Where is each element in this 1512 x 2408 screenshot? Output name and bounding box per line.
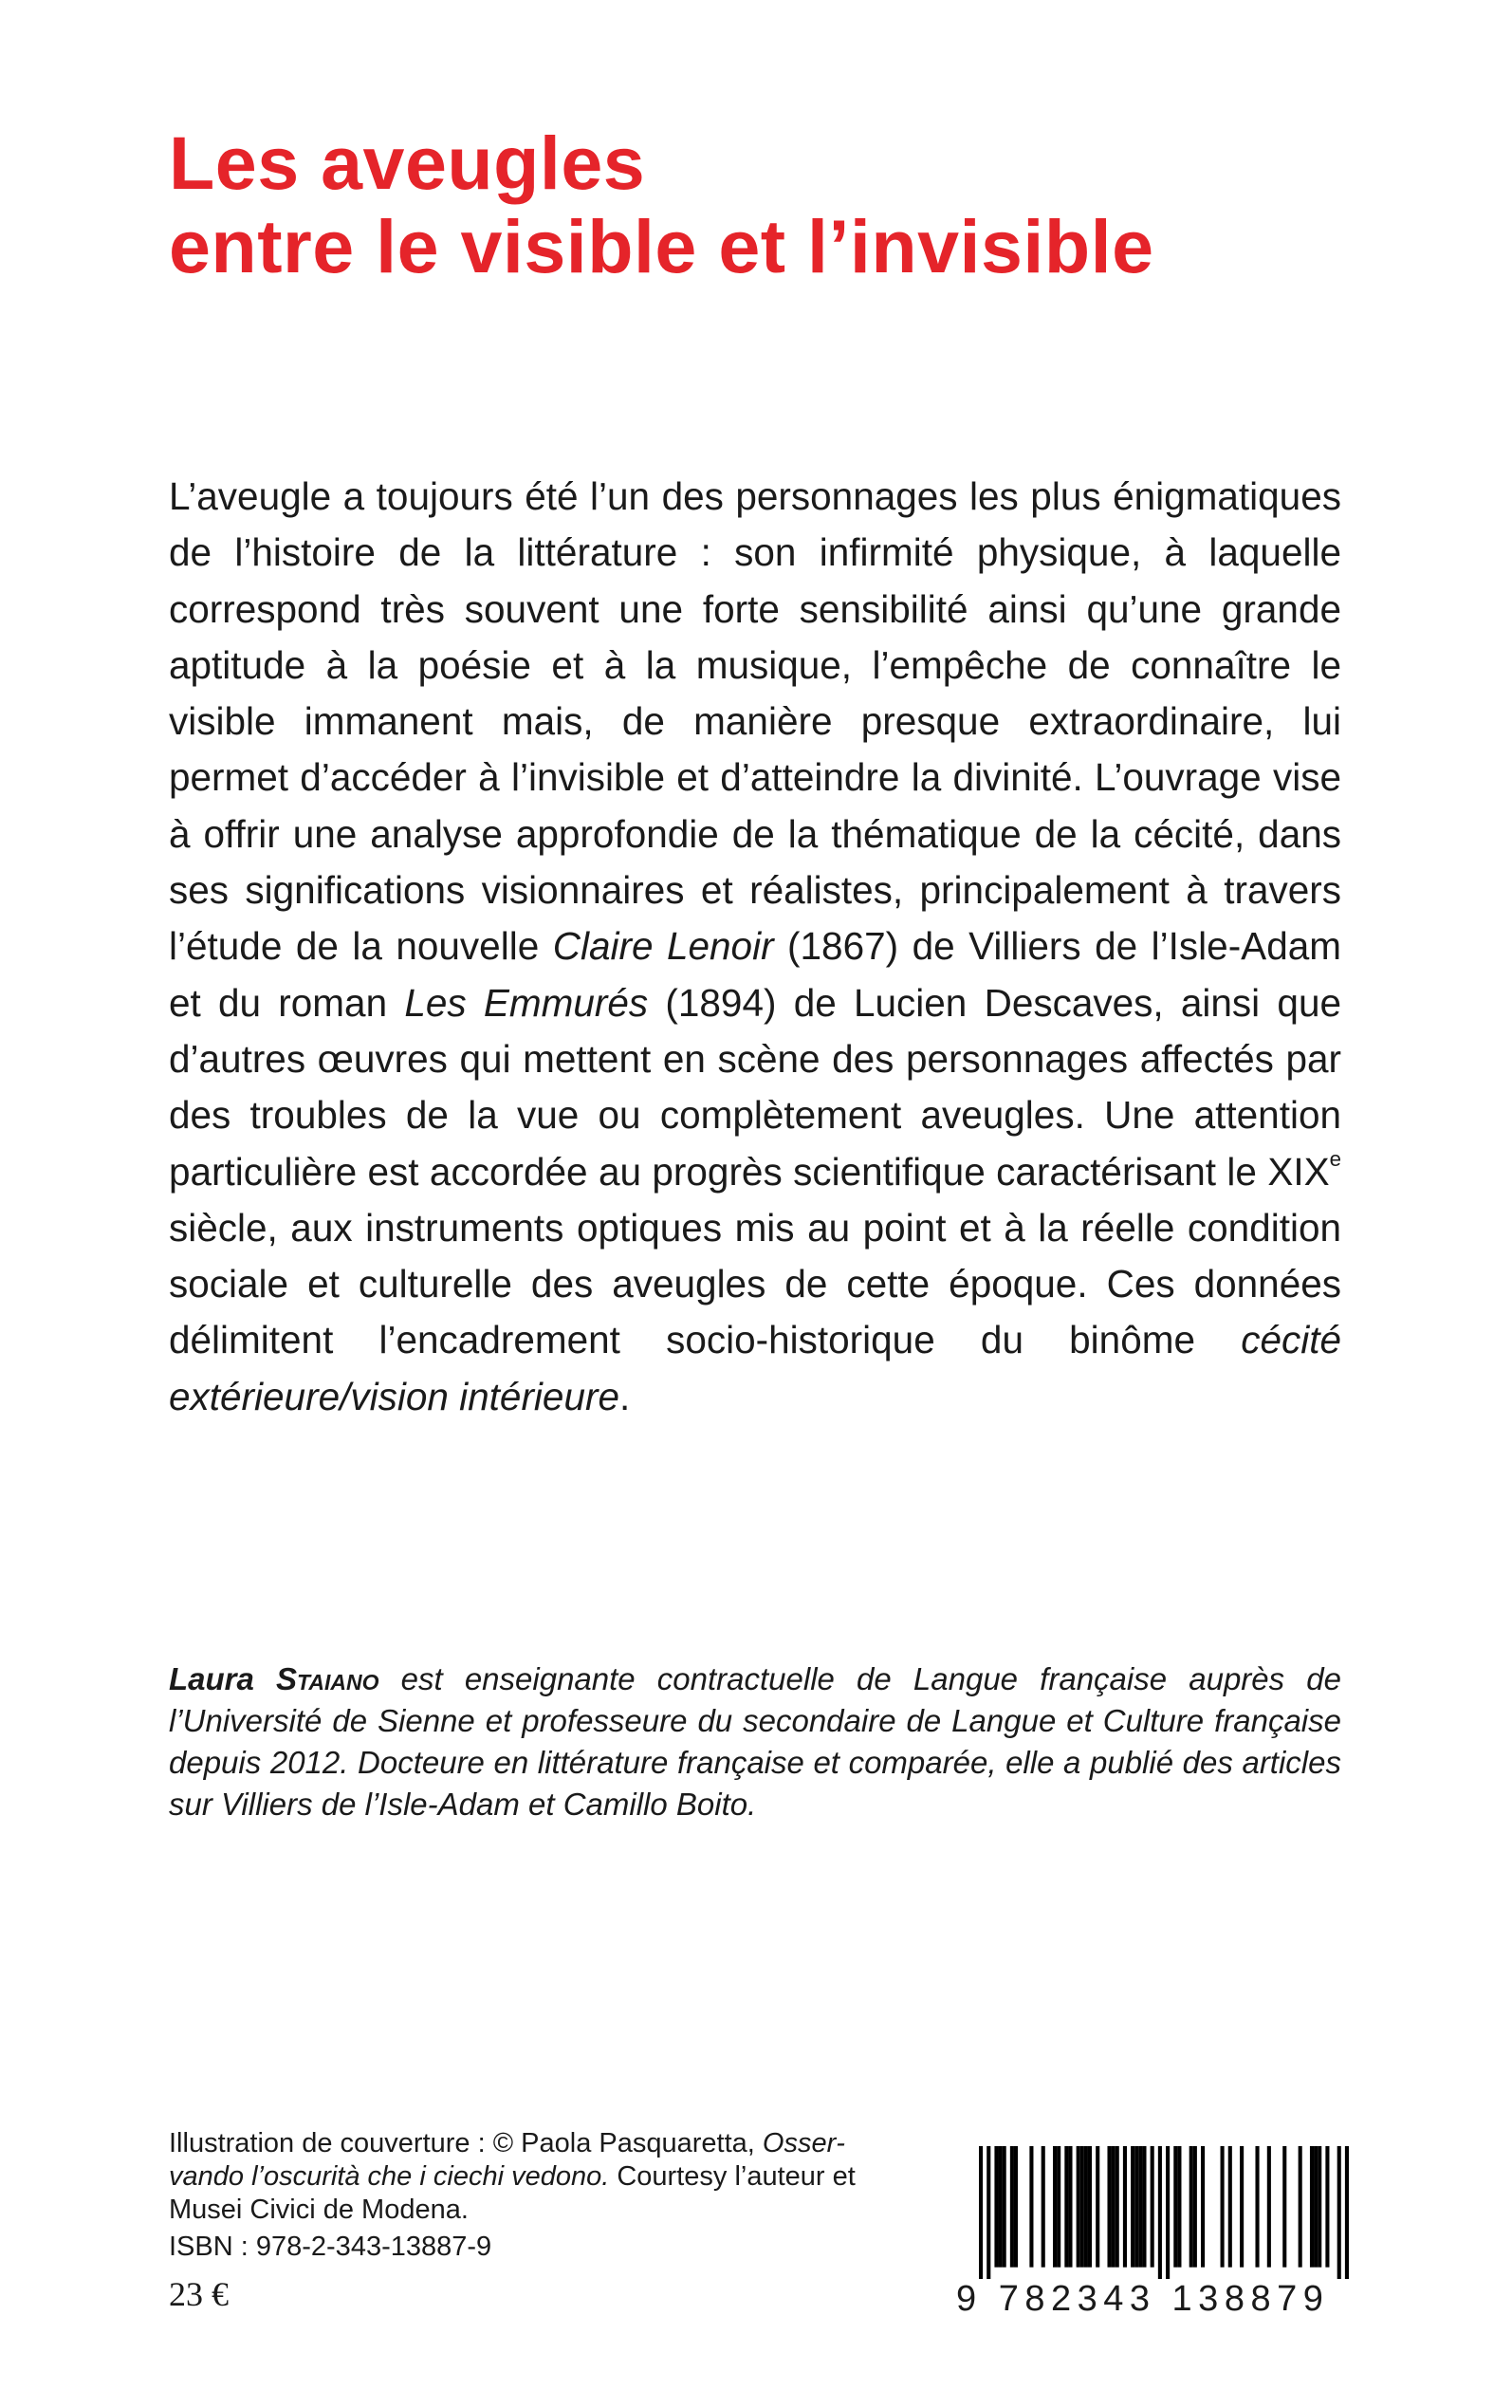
barcode-bar: [1096, 2146, 1099, 2268]
barcode-bar: [1123, 2146, 1127, 2268]
barcode-bar: [1057, 2146, 1060, 2268]
barcode-bar: [1068, 2146, 1072, 2268]
barcode-bar: [1107, 2146, 1111, 2268]
barcode-bar: [1142, 2146, 1146, 2268]
barcode-bar: [1138, 2146, 1142, 2268]
barcode-bar: [1299, 2146, 1302, 2268]
barcode-bar: [1151, 2146, 1154, 2268]
barcode-bar: [1077, 2146, 1080, 2268]
barcode-bar: [1201, 2146, 1205, 2268]
barcode-bar: [1116, 2146, 1119, 2268]
credit-prefix: Illustration de couverture : © Paola Pasquaretta,: [169, 2128, 763, 2158]
barcode-bar: [1080, 2146, 1084, 2268]
century-superscript: e: [1329, 1146, 1341, 1171]
barcode-bar: [1221, 2146, 1225, 2268]
barcode-bar: [1112, 2146, 1116, 2268]
summary-text-4: siècle, aux instruments optiques mis au point et à la réelle condition sociale et culturelle des aveugles de cette époque. Ces données délimitent l’encadrement socio-historique du binôme: [169, 1205, 1341, 1362]
barcode-bar: [1131, 2146, 1134, 2268]
barcode-bar: [1029, 2146, 1033, 2268]
barcode-bar: [1310, 2146, 1314, 2268]
barcode-bar: [1314, 2146, 1318, 2268]
work-title-les-emmures: Les Emmurés: [404, 980, 649, 1025]
barcode-digits: 9 782343 138879: [956, 2279, 1330, 2319]
barcode-bar: [1064, 2146, 1068, 2268]
summary-text-5: .: [619, 1374, 631, 1418]
barcode-bar: [1193, 2146, 1197, 2268]
barcode-bar: [979, 2146, 983, 2279]
barcode-bar: [1084, 2146, 1088, 2268]
barcode-bar: [1228, 2146, 1232, 2268]
binome-phrase: cécité extérieure/vision intérieure: [169, 1318, 1341, 1418]
author-last-name: Staiano: [276, 1661, 379, 1696]
summary-text-3: (1894) de Lucien Descaves, ainsi que d’autres œuvres qui mettent en scène des personnages affectés par des troubles de la vue ou complètement aveugles. Une attention particulière est accordée au progrès scientifique caractérisant le XIX: [169, 980, 1341, 1194]
author-first-name: Laura: [169, 1661, 254, 1696]
barcode-bar: [1158, 2146, 1162, 2279]
barcode-bar: [1325, 2146, 1329, 2268]
author-bio: [169, 1658, 1341, 1825]
barcode-bar: [1003, 2146, 1006, 2268]
barcode-bar: [1053, 2146, 1057, 2268]
barcode-bar: [1134, 2146, 1138, 2268]
book-title-line-1: Les aveugles: [169, 120, 646, 205]
barcode-bar: [1042, 2146, 1045, 2268]
barcode-bar: [986, 2146, 990, 2279]
summary-text-1: L’aveugle a toujours été l’un des personnages les plus énigmatiques de l’histoire de la littérature : son infirmité physique, à laquelle correspond très souvent une forte sensibilité ainsi qu’une grande aptitude à la poésie et à la musique, l’empêche de connaître le visible immanent mais, de manière presque extraordinaire, lui permet d’accéder à l’invisible et d’atteindre la divinité. L’ouvrage vise à offrir une analyse approfondie de la thématique de la cécité, dans ses significations visionnaires et réalistes, principalement à travers l’étude de la nouvelle: [169, 474, 1341, 969]
barcode-bar: [1282, 2146, 1286, 2268]
barcode-bar: [1010, 2146, 1014, 2268]
barcode-bar: [1177, 2146, 1181, 2268]
book-title: [169, 121, 1402, 288]
barcode-bar: [994, 2146, 998, 2268]
isbn-text: ISBN : 978-2-343-13887-9: [169, 2232, 492, 2262]
barcode-bar: [1166, 2146, 1170, 2279]
barcode-bar: [1255, 2146, 1259, 2268]
author-bio-text: est enseignante contractuelle de Langue française auprès de l’Université de Sienne et professeure du secondaire de Langue et Culture française depuis 2012. Docteure en littérature française et comparée, elle a publié des articles sur Villiers de l’Isle-Adam et Camillo Boito.: [169, 1661, 1341, 1822]
barcode-icon: [979, 2146, 1349, 2279]
barcode-bar: [1345, 2146, 1349, 2279]
barcode-bar: [1318, 2146, 1321, 2268]
summary-text-2: (1867) de Villiers de l’Isle-Adam et du roman: [169, 924, 1341, 1025]
barcode-bar: [1014, 2146, 1018, 2268]
summary-paragraph: [169, 469, 1341, 1425]
credit-suffix: Courtesy l’auteur et Musei Civici de Modena.: [169, 2161, 856, 2225]
book-title-line-2: entre le visible et l’invisible: [169, 204, 1154, 288]
cover-illustration-credit: [169, 2127, 909, 2227]
barcode-bar: [1173, 2146, 1177, 2268]
barcode-bar: [1189, 2146, 1193, 2268]
credit-artwork-title: Osservando l’oscurità che i ciechi vedono.: [169, 2128, 845, 2192]
barcode-bar: [1267, 2146, 1271, 2268]
barcode-bar: [1337, 2146, 1341, 2279]
barcode-bar: [1240, 2146, 1244, 2268]
work-title-claire-lenoir: Claire Lenoir: [552, 924, 774, 969]
price-text: 23 €: [169, 2275, 229, 2313]
barcode-bar: [999, 2146, 1003, 2268]
barcode-bar: [1088, 2146, 1092, 2268]
